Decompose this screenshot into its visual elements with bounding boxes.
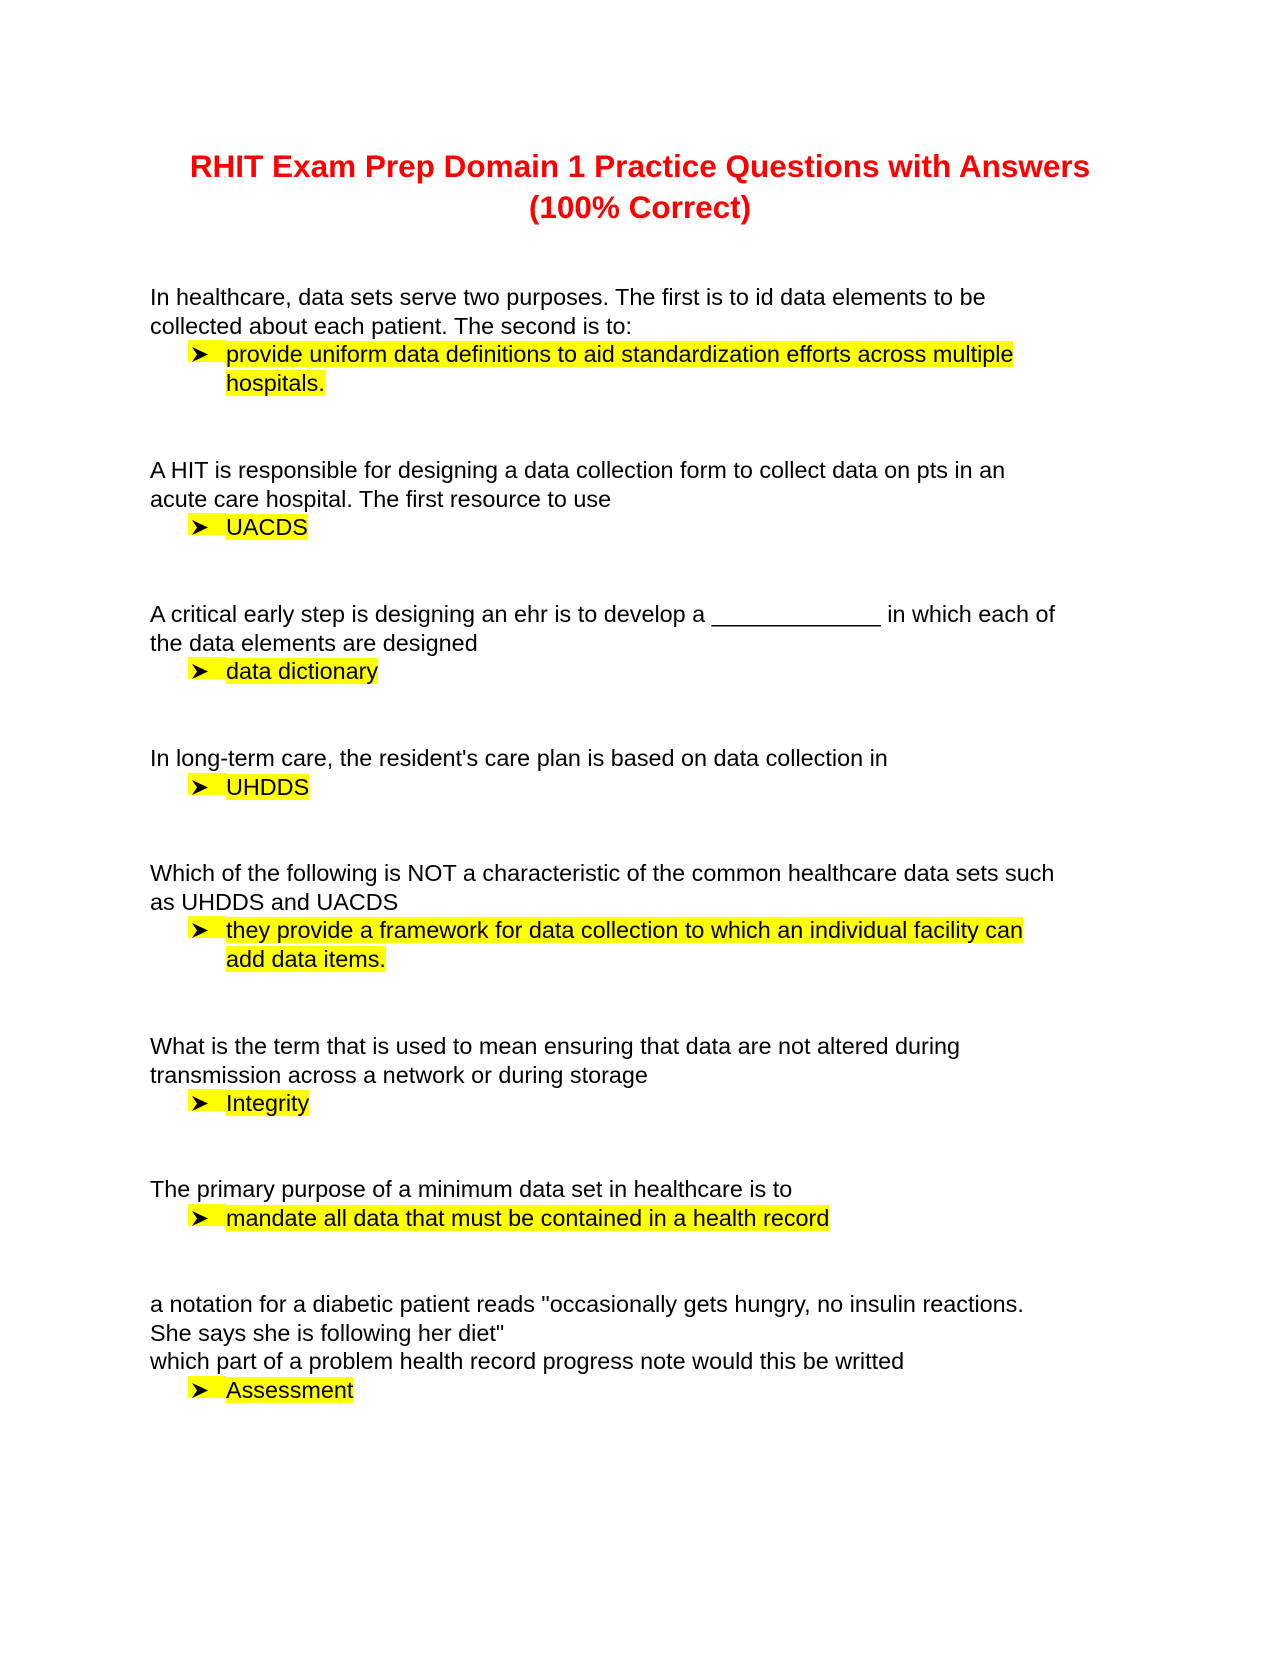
question-text: What is the term that is used to mean ensuring that data are not altered during transmission across a network or during storage xyxy=(150,1033,961,1088)
question-text: Which of the following is NOT a characteristic of the common healthcare data sets such as UHDDS and UACDS xyxy=(150,860,1055,915)
arrowhead-bullet-icon xyxy=(188,657,226,679)
answer-text-line: add data items. xyxy=(226,945,386,972)
answer-text-line: mandate all data that must be contained in a health record xyxy=(226,1204,830,1231)
answer-text-line: Assessment xyxy=(226,1376,354,1403)
arrowhead-bullet-icon xyxy=(188,513,226,535)
qa-item-7 xyxy=(150,1175,1150,1232)
answer xyxy=(188,513,1150,542)
arrowhead-bullet-icon xyxy=(188,340,226,362)
arrowhead-bullet-icon xyxy=(188,773,226,795)
answer xyxy=(188,1376,1150,1405)
arrowhead-bullet-icon xyxy=(188,1089,226,1111)
answer xyxy=(188,1089,1150,1118)
answer-text-line: hospitals. xyxy=(226,369,325,396)
title-line-2: (100% Correct) xyxy=(528,189,752,225)
answer xyxy=(188,916,1150,973)
qa-item-1 xyxy=(150,283,1150,397)
arrowhead-bullet-icon xyxy=(188,916,226,938)
document-title xyxy=(140,146,1140,228)
title-line-1: RHIT Exam Prep Domain 1 Practice Questions with Answers xyxy=(189,148,1091,184)
answer-text-line: provide uniform data definitions to aid standardization efforts across multiple xyxy=(226,341,1014,368)
question-text: In healthcare, data sets serve two purposes. The first is to id data elements to be collected about each patient. The second is to: xyxy=(150,284,986,339)
answer xyxy=(188,657,1150,686)
question-text: In long-term care, the resident's care plan is based on data collection in xyxy=(150,745,888,771)
answer xyxy=(188,340,1150,397)
question-text: A critical early step is designing an ehr is to develop a _____________ in which each of the data elements are designed xyxy=(150,601,1056,656)
answer xyxy=(188,773,1150,802)
answer-text-line: UHDDS xyxy=(226,773,310,800)
arrowhead-bullet-icon xyxy=(188,1204,226,1226)
question-text: The primary purpose of a minimum data set in healthcare is to xyxy=(150,1176,793,1202)
question-text: A HIT is responsible for designing a data collection form to collect data on pts in an acute care hospital. The first resource to use xyxy=(150,457,1006,512)
qa-item-4 xyxy=(150,744,1150,801)
qa-item-2 xyxy=(150,456,1150,542)
qa-item-8 xyxy=(150,1290,1150,1404)
arrowhead-bullet-icon xyxy=(188,1376,226,1398)
answer xyxy=(188,1204,1150,1233)
qa-item-3 xyxy=(150,600,1150,686)
qa-item-6 xyxy=(150,1032,1150,1118)
answer-text-line: UACDS xyxy=(226,514,308,541)
answer-text-line: they provide a framework for data collection to which an individual facility can xyxy=(226,917,1023,944)
answer-text-line: Integrity xyxy=(226,1090,310,1117)
qa-item-5 xyxy=(150,859,1150,973)
answer-text-line: data dictionary xyxy=(226,658,379,685)
question-text: a notation for a diabetic patient reads "occasionally gets hungry, no insulin reactions. She says she is following her diet" which part of a problem health record progress note would this be writted xyxy=(150,1291,1024,1375)
